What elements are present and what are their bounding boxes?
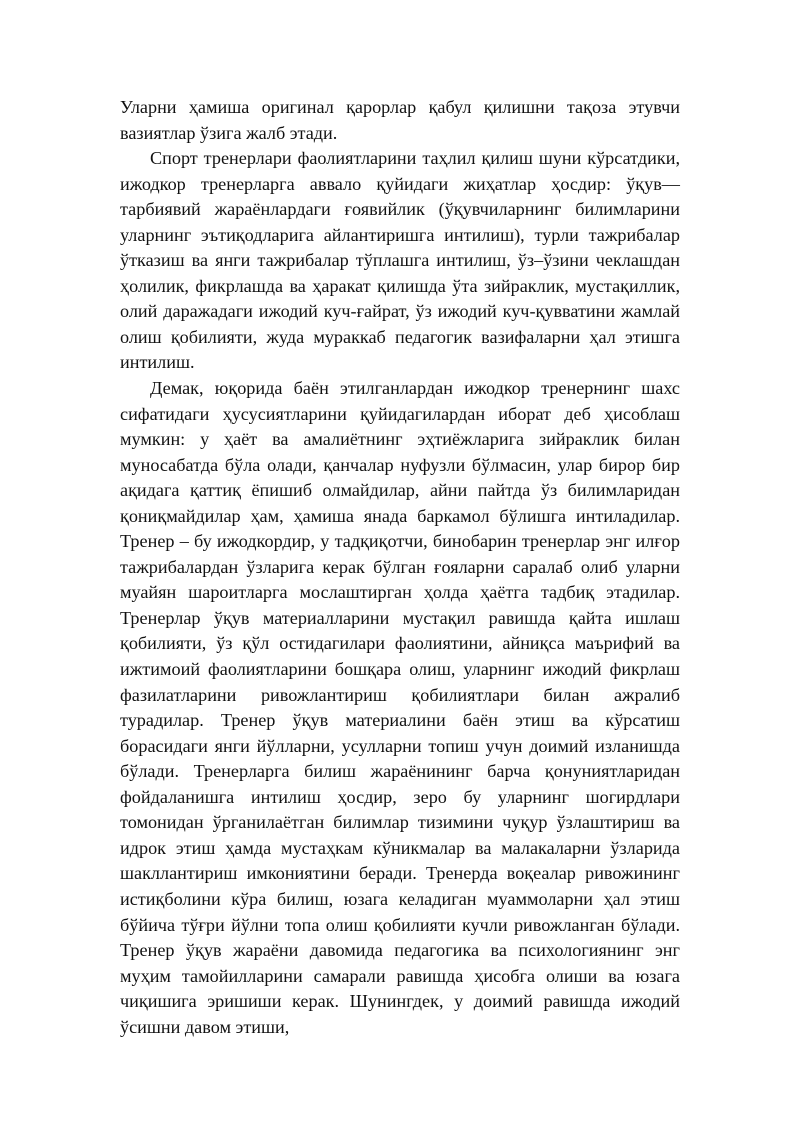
document-page — [120, 95, 680, 1040]
paragraph-trainer-qualities: Демак, юқорида баён этилганлардан ижодкор тренернинг шахс сифатидаги ҳусусиятларини қуйидагилардан иборат деб ҳисоблаш мумкин: у ҳаёт ва амалиётнинг эҳтиёжларига зийраклик билан муносабатда бўла олади, қанчалар нуфузли бўлмасин, улар бирор бир ақидага қаттиқ ёпишиб олмайдилар, айни пайтда ўз билимларидан қониқмайдилар ҳам, ҳамиша янада баркамол бўлишга интиладилар. Тренер – бу ижодкордир, у тадқиқотчи, бинобарин тренерлар энг илғор тажрибалардан ўзларига керак бўлган ғояларни саралаб олиб уларни муайян шароитларга мослаштирган ҳолда ҳаётга тадбиқ этадилар. Тренерлар ўқув материалларини мустақил равишда қайта ишлаш қобилияти, ўз қўл остидагилари фаолиятини, айниқса маърифий ва ижтимоий фаолиятларини бошқара олиш, уларнинг ижодий фикрлаш фазилатларини ривожлантириш қобилиятлари билан ажралиб турадилар. Тренер ўқув материалини баён этиш ва кўрсатиш борасидаги янги йўлларни, усулларни топиш учун доимий изланишда бўлади. Тренерларга билиш жараёнининг барча қонуниятларидан фойдаланишга интилиш ҳосдир, зеро бу уларнинг шогирдлари томонидан ўрганилаётган билимлар тизимини чуқур ўзлаштириш ва идрок этиш ҳамда мустаҳкам кўникмалар ва малакаларни ўзларида шакллантириш имкониятини беради. Тренерда воқеалар ривожининг истиқболини кўра билиш, юзага келадиган муаммоларни ҳал этиш бўйича тўғри йўлни топа олиш қобилияти кучли ривожланган бўлади. Тренер ўқув жараёни давомида педагогика ва психологиянинг энг муҳим тамойилларини самарали равишда ҳисобга олиши ва юзага чиқишига эришиши керак. Шунингдек, у доимий равишда ижодий ўсишни давом этиши, — [120, 378, 680, 1037]
paragraph-continuation: Уларни ҳамиша оригинал қарорлар қабул қилишни тақоза этувчи вазиятлар ўзига жалб этади. — [120, 97, 680, 143]
paragraph-trainer-analysis: Спорт тренерлари фаолиятларини таҳлил қилиш шуни кўрсатдики, ижодкор тренерларга аввало қуйидаги жиҳатлар ҳосдир: ўқув—тарбиявий жараёнлардаги ғоявийлик (ўқувчиларнинг билимларини уларнинг эътиқодларига айлантиришга интилиш), турли тажрибалар ўтказиш ва янги тажрибалар тўплашга интилиш, ўз–ўзини чеклашдан ҳолилик, фикрлашда ва ҳаракат қилишда ўта зийраклик, мустақиллик, олий даражадаги ижодий куч-ғайрат, ўз ижодий куч-қувватини жамлай олиш қобилияти, жуда мураккаб педагогик вазифаларни ҳал этишга интилиш. — [120, 148, 680, 373]
